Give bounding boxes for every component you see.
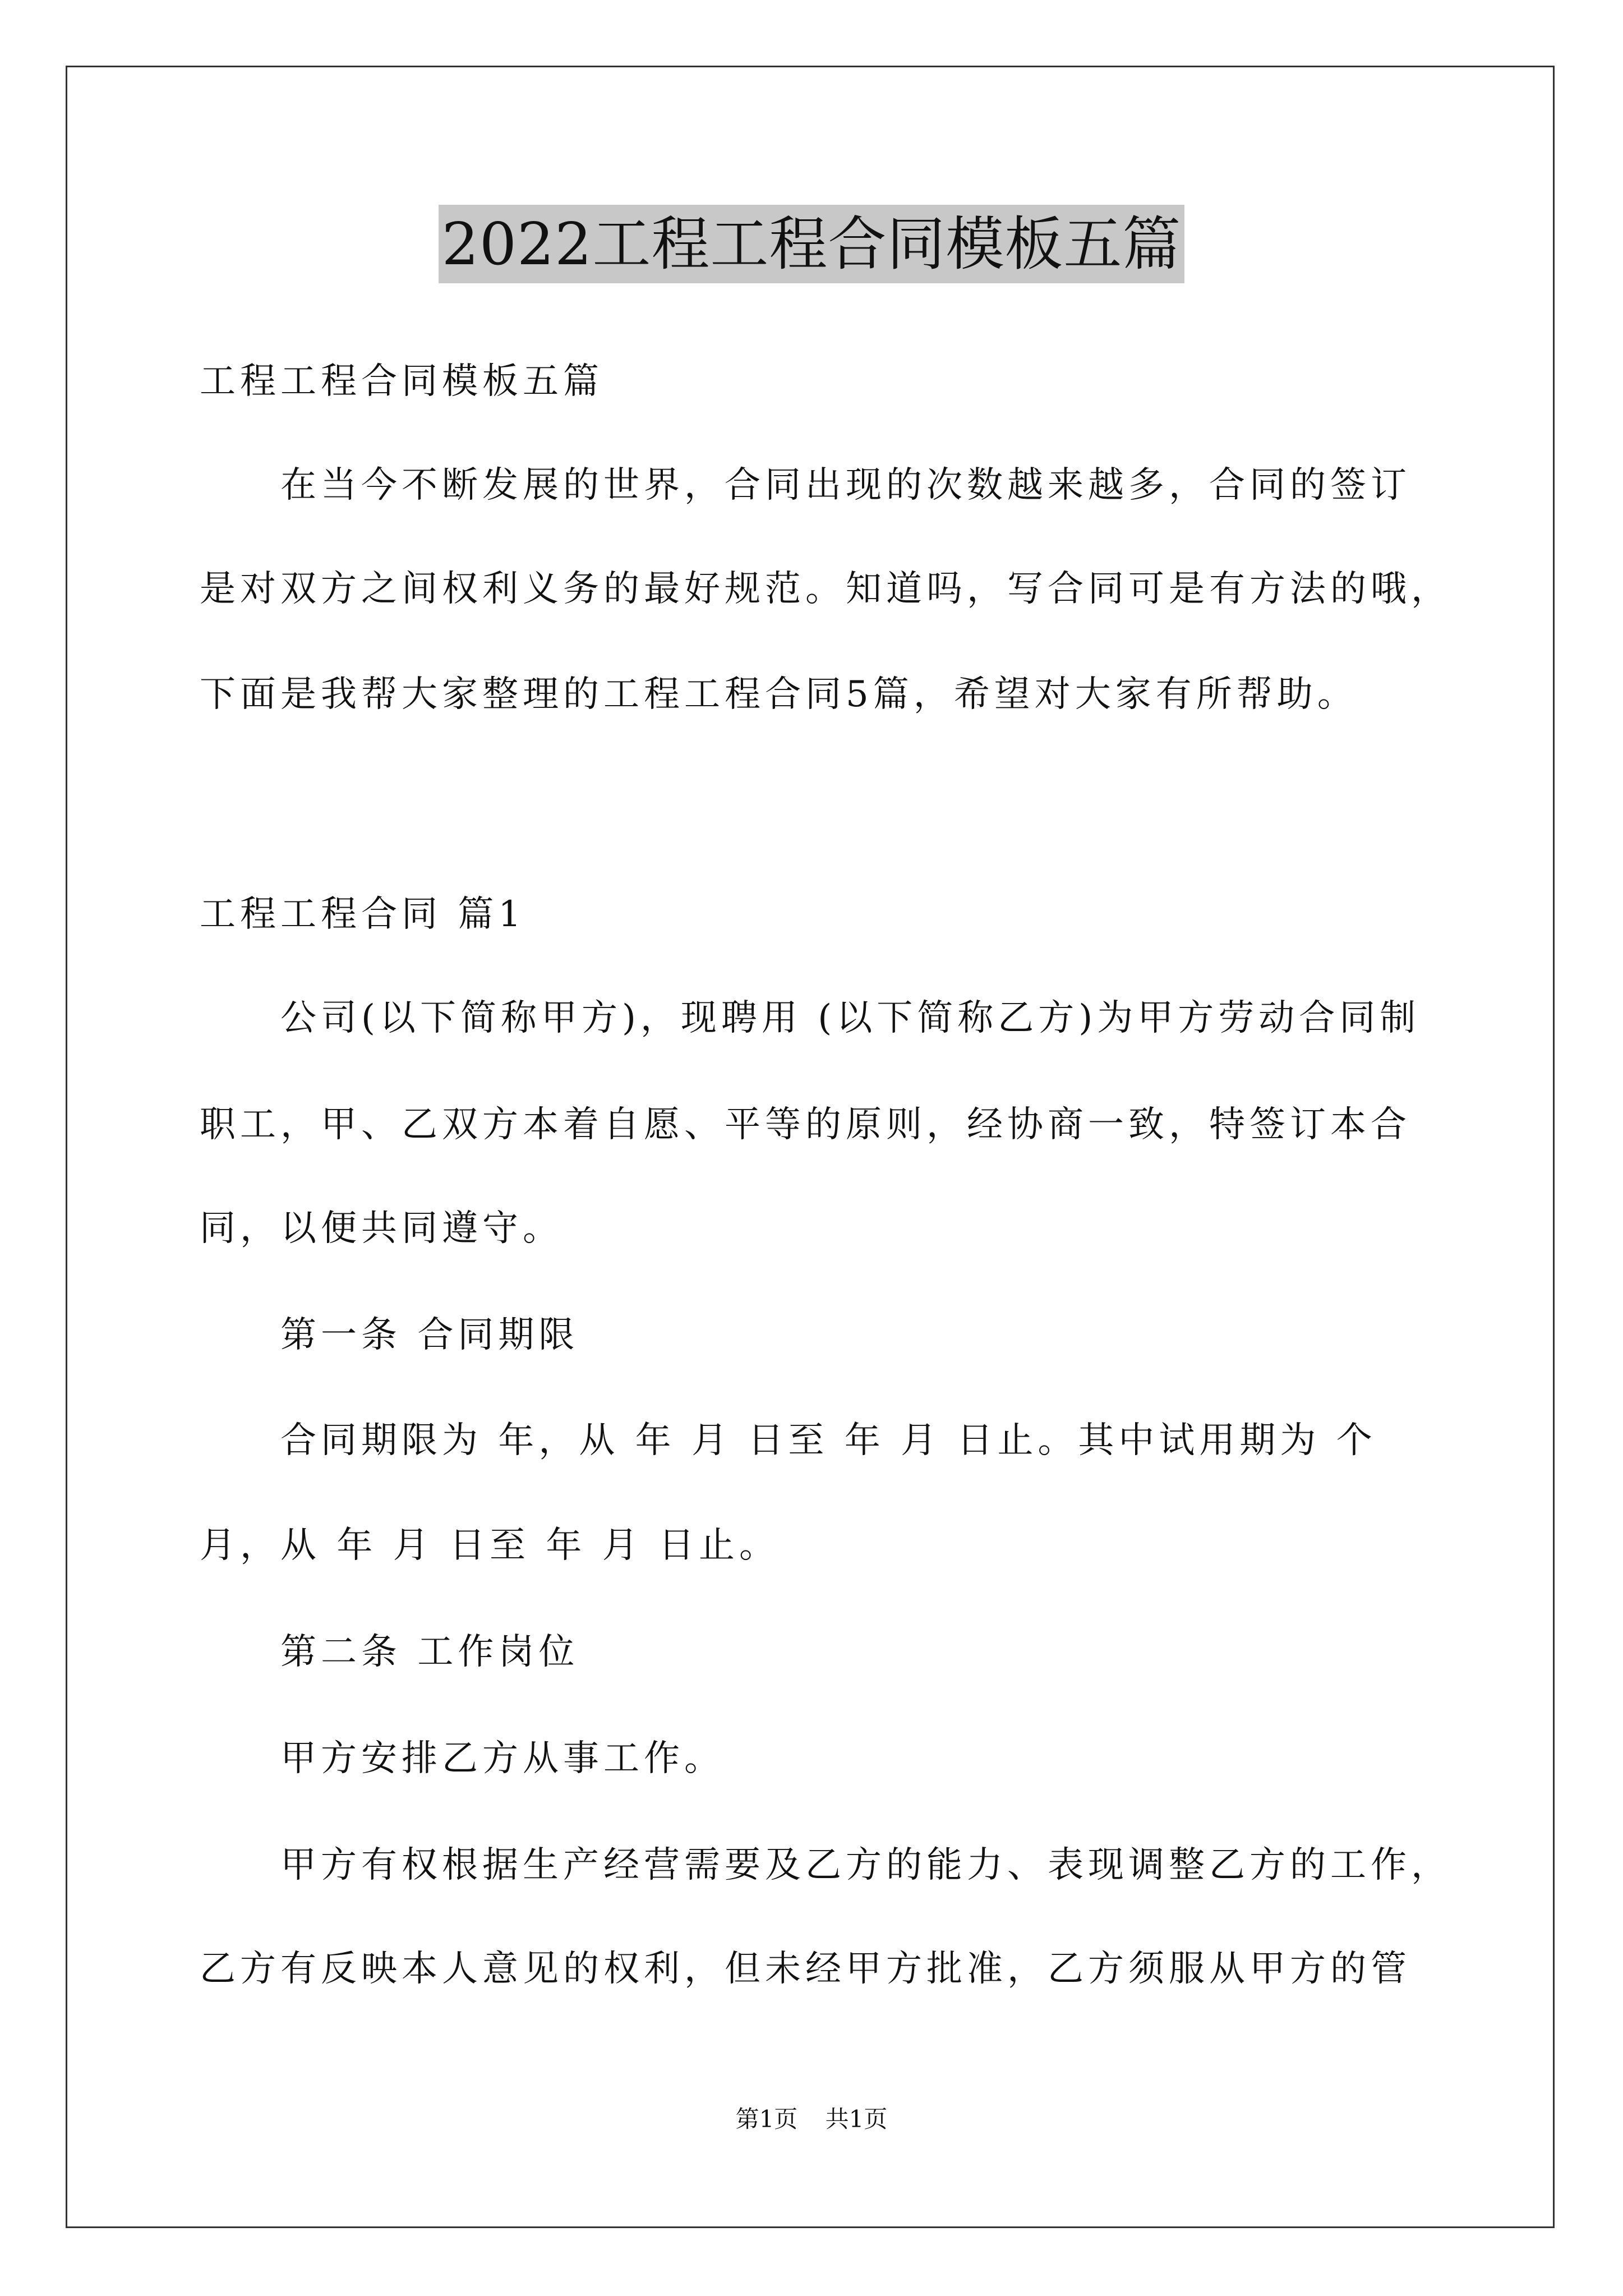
paragraph-line: 下面是我帮大家整理的工程工程合同5篇，希望对大家有所帮助。 — [200, 674, 1358, 715]
paragraph-line: 甲方安排乙方从事工作。 — [280, 1738, 725, 1779]
document-title: 2022工程工程合同模板五篇 — [439, 205, 1185, 283]
paragraph-line: 同，以便共同遵守。 — [200, 1208, 563, 1249]
title-area — [0, 205, 1623, 283]
paragraph-line: 乙方有反映本人意见的权利，但未经甲方批准，乙方须服从甲方的管 — [200, 1948, 1411, 1990]
paragraph-line: 职工，甲、乙双方本着自愿、平等的原则，经协商一致，特签订本合 — [200, 1104, 1411, 1145]
paragraph-line: 甲方有权根据生产经营需要及乙方的能力、表现调整乙方的工作， — [280, 1844, 1451, 1886]
paragraph-line: 公司(以下简称甲方)，现聘用 (以下简称乙方)为甲方劳动合同制 — [280, 997, 1421, 1039]
paragraph-line: 月，从 年 月 日至 年 月 日止。 — [200, 1525, 780, 1566]
article-heading: 第一条 合同期限 — [280, 1314, 579, 1356]
paragraph-line: 在当今不断发展的世界，合同出现的次数越来越多，合同的签订 — [280, 464, 1411, 506]
page-footer — [0, 2104, 1623, 2135]
section-heading: 工程工程合同 篇1 — [200, 894, 526, 935]
page-number-current: 第1页 — [735, 2105, 798, 2133]
article-heading: 第二条 工作岗位 — [280, 1631, 579, 1673]
paragraph-line: 合同期限为 年，从 年 月 日至 年 月 日止。其中试用期为 个 — [280, 1420, 1377, 1461]
document-subtitle: 工程工程合同模板五篇 — [200, 361, 603, 402]
paragraph-line: 是对双方之间权利义务的最好规范。知道吗，写合同可是有方法的哦， — [200, 568, 1451, 610]
page-number-total: 共1页 — [825, 2105, 888, 2133]
